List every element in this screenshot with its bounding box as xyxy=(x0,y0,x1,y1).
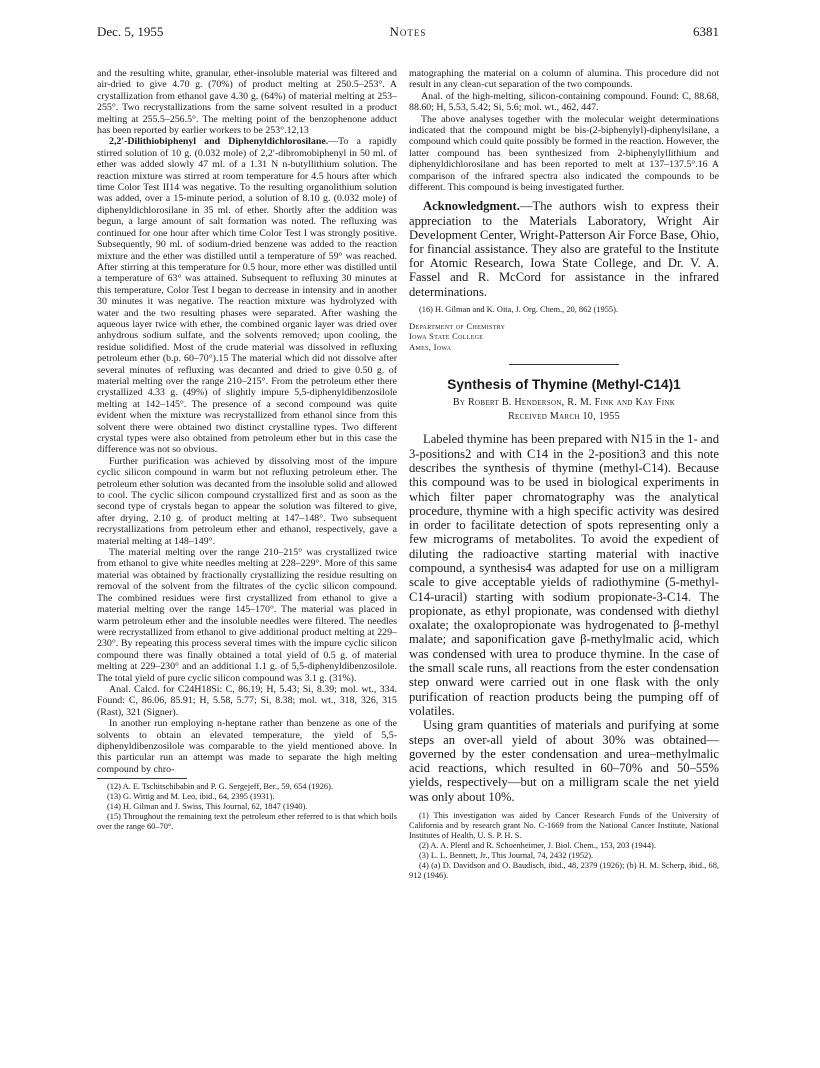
footnote-14: (14) H. Gilman and J. Swiss, This Journal, 62, 1847 (1940). xyxy=(107,802,308,812)
article-separator xyxy=(509,364,619,365)
footnote-separator xyxy=(97,778,187,779)
left-footnotes xyxy=(97,782,397,832)
footnote-2: (2) A. A. Plentl and R. Schoenheimer, J. Biol. Chem., 153, 203 (1944). xyxy=(419,841,656,851)
right-paragraph-3: The above analyses together with the molecular weight determinations indicated that the compound might be bis-(2-biphenylyl)-diphenylsilane, a compound which could quite possibly be formed in the reaction. However, the latter compound has been synthesized from 2-biphenylyllithium and diphenyldichlorosilane and has been reported to melt at 137–137.5°.16 A comparison of the infrared spectra also indicated the compounds to be different. This compound is being investigated further. xyxy=(409,113,719,194)
acknowledgment-text: —The authors wish to express their appreciation to the Materials Laboratory, Wright Air Development Center, Wright-Patterson Air Force Base, Ohio, for financial assistance. They also are grateful to the Institute for Atomic Research, Iowa State College, and Dr. V. A. Fassel and R. McCord for assistance in the infrared determinations. xyxy=(409,199,719,299)
right-analysis-paragraph: Anal. of the high-melting, silicon-containing compound. Found: C, 88.68, 88.60; H, 5.53, 5.42; Si, 5.6; mol. wt., 462, 447. xyxy=(409,90,719,114)
section-heading-dilithiobiphenyl: 2,2′-Dilithiobiphenyl and Diphenyldichlorosilane. xyxy=(109,136,329,148)
header-section: Notes xyxy=(389,24,427,39)
received-date: Received March 10, 1955 xyxy=(508,410,620,422)
left-paragraph-1: and the resulting white, granular, ether-insoluble material was filtered and air-dried to give 4.70 g. (70%) of product melting at 250.5–253°. A crystallization from ethanol gave 4.30 g. (64%) of material melting at 253–255°. Two recrystallizations from the same solvent resulted in a product melting at 255.5–256.5°. The melting point of the benzophenone adduct has been reported by earlier workers to be 253°.12,13 xyxy=(97,68,397,137)
article-byline: By Robert B. Henderson, R. M. Fink and Kay Fink xyxy=(452,396,676,408)
header-page-number: 6381 xyxy=(693,24,719,39)
right-paragraph-1: matographing the material on a column of alumina. This procedure did not result in any clean-cut separation of the two compounds. xyxy=(409,68,719,91)
acknowledgment-paragraph xyxy=(409,199,719,298)
left-paragraph-2-text: —To a rapidly stirred solution of 10 g. (0.032 mole) of 2,2′-dibromobiphenyl in 50 ml. of ether was added slowly 47 ml. of a 1.31 N n-butyllithium solution. The reaction mixture was stirred at room temperature for 4.5 hours after which time Color Test II14 was negative. To the resulting organolithium solution was added, over a 15-minute period, a solution of 8.10 g. (0.032 mole) of diphenyldichlorosilane in 35 ml. of ether. Shortly after the addition was begun, a large amount of salt formation was noted. The refluxing was continued for one hour after which time Color Test I was strongly positive. Subsequently, 90 ml. of sodium-dried benzene was added to the reaction mixture and the ether was distilled until a temperature of 59° was reached. After stirring at this temperature for 0.5 hour, more ether was distilled until a temperature of 63° was attained. Subsequent to refluxing 30 minutes at this temperature, Color Test I began to decrease in intensity and in another 30 minutes it was negative. The reaction mixture was hydrolyzed with water and the two resulting phases were separated. After washing the aqueous layer twice with ether, the combined organic layer was dried over anhydrous sodium sulfate, and the solvents removed; upon cooling, the residue solidified. Most of the crude material was dissolved in refluxing petroleum ether (b.p. 60–70°).15 The material which did not dissolve after several minutes of refluxing was decanted and dried to give 0.50 g. of material melting over the range 210–215°. From the petroleum ether there crystallized 4.33 g. (49%) of slightly impure 5,5-diphenyldibenzosilole melting at 142–145°. The presence of a second compound was quite evident when the mixture was recrystallized from ethanol since from this solvent there were obtained two distinct crystalline types. Two different crystal types were also obtained from petroleum ether but in this case the difference was not so obvious. xyxy=(97,136,397,456)
page-header xyxy=(97,24,719,42)
affiliation-college: Iowa State College xyxy=(409,331,484,342)
right-footnotes-bottom xyxy=(409,811,719,881)
left-paragraph-4: The material melting over the range 210–215° was crystallized twice from ethanol to give white needles melting at 228–229°. More of this same material was obtained by fractionally crystallizing the residue resulting on removal of the solvent from the filtrates of the cyclic silicon compound. The combined residues were first crystallized from ethanol to give a material melting over the range 145–170°. The material was placed in warm petroleum ether and the insoluble needles were filtered. The needles were recrystallized from ethanol to give additional product melting at 229–230°. By repeating this process several times with the impure cyclic silicon compound there was finally obtained a total yield of 0.5 g. of material melting at 229–230° and an additional 1.1 g. of 5,5-diphenyldibenzosilole. The total yield of pure cyclic silicon compound was 3.1 g. (31%). xyxy=(97,547,397,684)
left-paragraph-2 xyxy=(97,136,397,455)
left-paragraph-6: In another run employing n-heptane rather than benzene as one of the solvents to obtain an elevated temperature, the yield of 5,5-diphenyldibenzosilole was comparable to the yield mentioned above. In this particular run an attempt was made to separate the high melting compound by chro- xyxy=(97,718,397,775)
footnote-3: (3) L. L. Bennett, Jr., This Journal, 74, 2432 (1952). xyxy=(419,851,594,861)
footnote-13: (13) G. Wittig and M. Leo, ibid., 64, 2395 (1931). xyxy=(107,792,275,802)
analysis-paragraph: Anal. Calcd. for C24H18Si: C, 86.19; H, 5.43; Si, 8.39; mol. wt., 334. Found: C, 86.06, 85.91; H, 5.58, 5.77; Si, 8.38; mol. wt., 318, 326, 315 (Rast), 321 (Signer). xyxy=(97,683,397,718)
affiliation-city: Ames, Iowa xyxy=(409,341,452,352)
acknowledgment-section xyxy=(409,199,719,298)
article-paragraph-1: Labeled thymine has been prepared with N15 in the 1- and 3-positions2 and with C14 in the 2-position3 and this note describes the synthesis of thymine (methyl-C14). Because this compound was to be used in biological experiments in which filter paper chromatography was the analytical procedure, thymine with a high specific activity was desired in order to facilitate detection of spots representing only a few micrograms of metabolites. To avoid the expedient of diluting the radioactive starting material with inactive compound, a synthesis4 was adapted for use on a milligram scale to give acceptable yields of radiothymine (5-methyl-C14-uracil) starting with sodium propionate-3-C14. The propionate, as ethyl propionate, was condensed with diethyl oxalate; the oxalopropionate was hydrogenated to β-methyl malate; and saponification gave β-methylmalic acid, which was condensed with urea to produce thymine. In the case of the small scale runs, all reactions from the ester condensation step onward were carried out in one flask with the only purification of reaction products being the pumping off of volatiles. xyxy=(409,432,719,718)
affiliation-department: Department of Chemistry xyxy=(409,320,506,331)
affiliation-block xyxy=(409,321,719,352)
left-paragraph-3: Further purification was achieved by dissolving most of the impure cyclic silicon compound in warm but not refluxing petroleum ether. The petroleum ether solution was decanted from the insoluble solid and allowed to cool. The cyclic silicon compound crystallized first and as soon as the second type of crystals began to appear the solution was filtered to give, after drying, 2.10 g. of product melting at 147–148°. Two subsequent recrystallizations from petroleum ether and ethanol, respectively, gave a material melting at 148–149°. xyxy=(97,455,397,547)
acknowledgment-heading: Acknowledgment. xyxy=(423,199,520,214)
right-column xyxy=(409,68,719,881)
footnote-4: (4) (a) D. Davidson and O. Baudisch, ibid., 48, 2379 (1926); (b) H. M. Scherp, ibid., 68, 912 (1946). xyxy=(409,861,719,881)
article-body xyxy=(409,432,719,804)
left-column xyxy=(97,68,397,832)
footnote-15: (15) Throughout the remaining text the petroleum ether referred to is that which boils over the range 60–70°. xyxy=(97,812,397,832)
article-title: Synthesis of Thymine (Methyl-C14)1 xyxy=(447,377,681,393)
right-footnotes-top xyxy=(409,305,719,315)
footnote-16: (16) H. Gilman and K. Oita, J. Org. Chem., 20, 862 (1955). xyxy=(419,304,618,314)
footnote-12: (12) A. E. Tschitschibabin and P. G. Sergejeff, Ber., 59, 654 (1926). xyxy=(107,782,333,792)
article-paragraph-2: Using gram quantities of materials and purifying at some steps an over-all yield of about 30% was obtained—governed by the ester condensation and urea–methylmalic acid reactions, which resulted in 60–70% and 50–55% yields, respectively—but on a milligram scale the net yield was only about 10%. xyxy=(409,718,719,804)
header-date: Dec. 5, 1955 xyxy=(97,24,164,39)
footnote-1: (1) This investigation was aided by Cancer Research Funds of the University of California and by research grant No. C-1669 from the National Cancer Institute, National Institutes of Health, U. S. P. H. S. xyxy=(409,811,719,841)
